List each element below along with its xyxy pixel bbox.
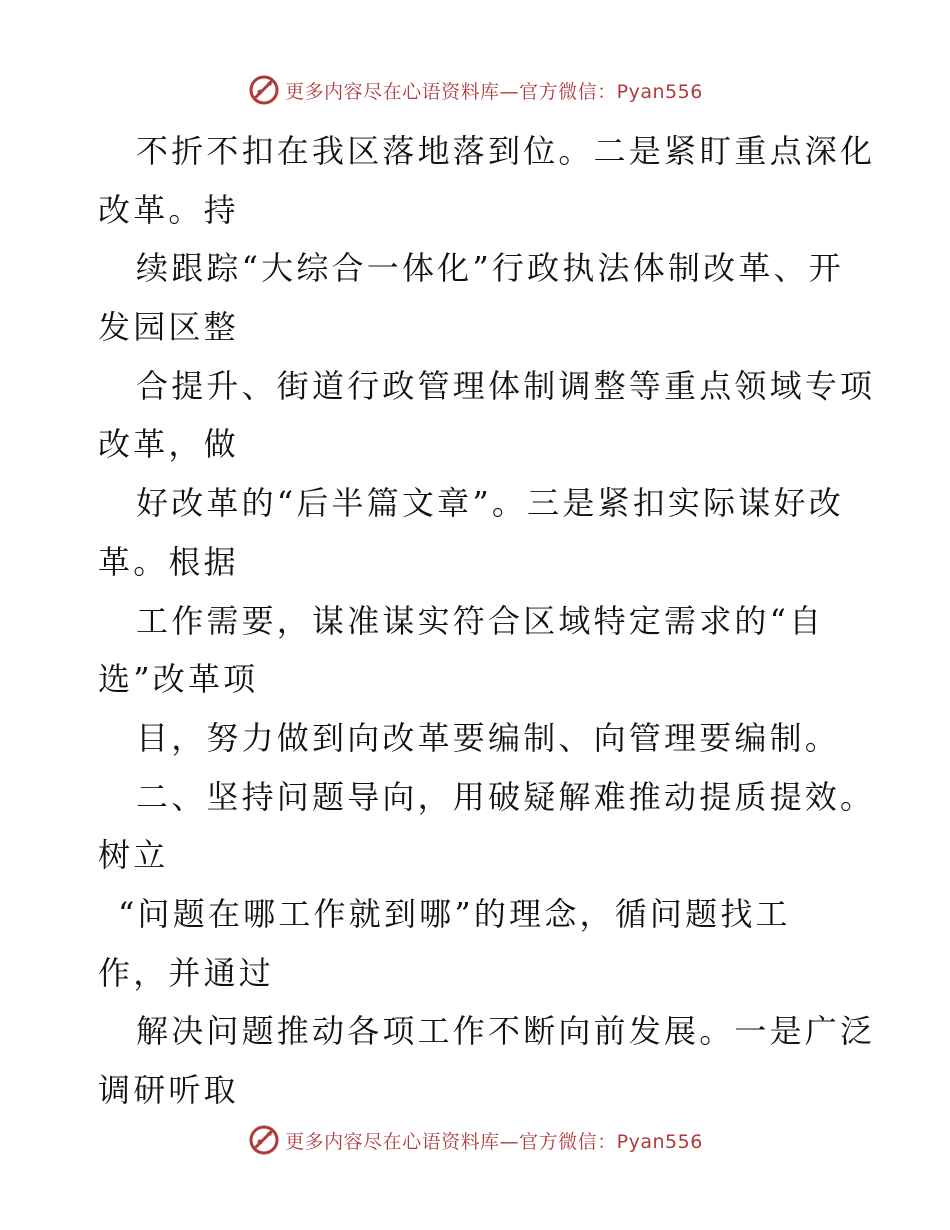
- text-line: 改革。持: [98, 190, 239, 229]
- text-line: 工作需要，谋准谋实符合区域特定需求的“自: [136, 601, 825, 640]
- text-line: 树立: [98, 836, 169, 875]
- brand-logo-icon: [247, 1123, 281, 1157]
- header-watermark: [0, 70, 950, 110]
- footer-watermark-text: 更多内容尽在心语资料库—官方微信：Pyan556: [285, 1130, 703, 1153]
- text-line: 好改革的“后半篇文章”。三是紧扣实际谋好改: [136, 484, 844, 523]
- text-line: 续跟踪“大综合一体化”行政执法体制改革、开: [136, 249, 844, 288]
- text-line: 合提升、街道行政管理体制调整等重点领域专项: [136, 366, 876, 405]
- text-line: “问题在哪工作就到哪”的理念，循问题找工: [118, 894, 791, 933]
- text-line: 目，努力做到向改革要编制、向管理要编制。: [136, 718, 841, 757]
- footer-watermark: [0, 1120, 950, 1160]
- text-line: 发园区整: [98, 308, 239, 347]
- header-watermark-text: 更多内容尽在心语资料库—官方微信：Pyan556: [285, 80, 703, 103]
- brand-logo-icon: [247, 73, 281, 107]
- text-line: 革。根据: [98, 542, 239, 581]
- text-line: 作，并通过: [98, 953, 275, 992]
- text-line: 改革，做: [98, 425, 239, 464]
- section-heading-line: 二、坚持问题导向，用破疑解难推动提质提效。: [136, 777, 876, 816]
- text-line: 选”改革项: [98, 660, 259, 699]
- text-line: 解决问题推动各项工作不断向前发展。一是广泛: [136, 1012, 876, 1051]
- text-line: 不折不扣在我区落地落到位。二是紧盯重点深化: [136, 132, 876, 170]
- text-line: 调研听取: [98, 1071, 239, 1109]
- document-body: [98, 122, 876, 1120]
